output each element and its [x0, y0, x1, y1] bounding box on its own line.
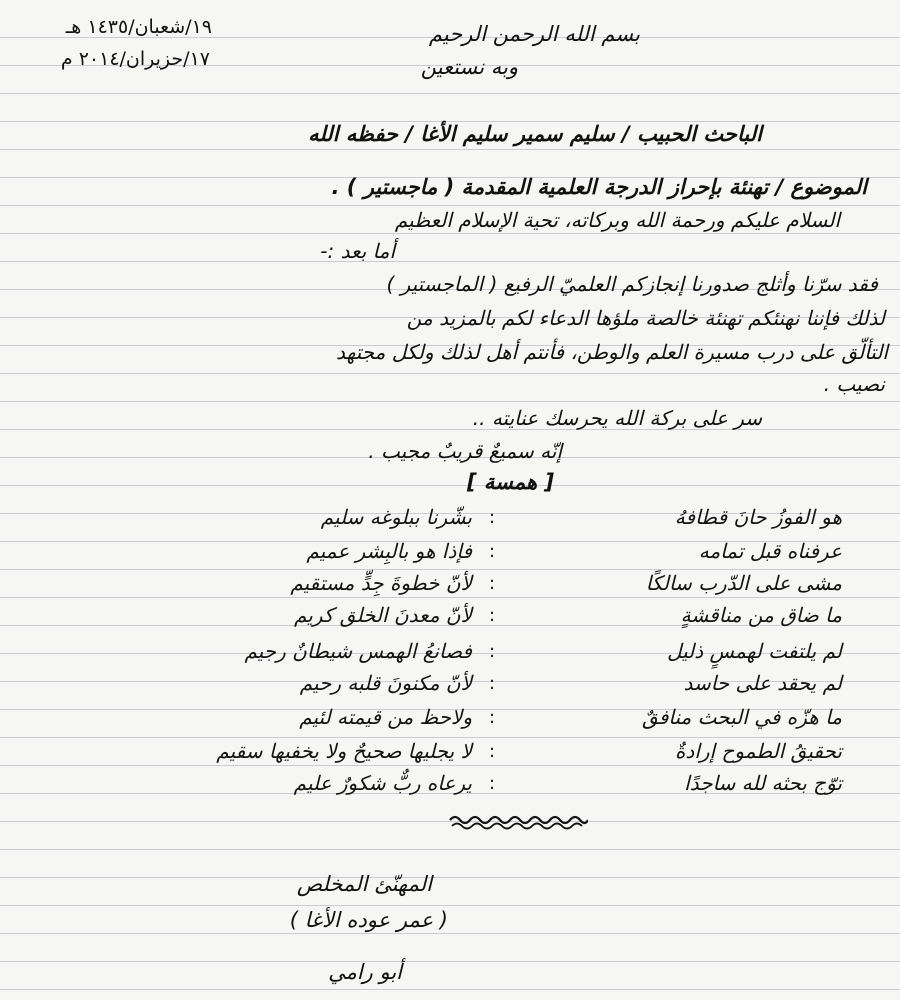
amma-baad: أما بعد :- — [320, 239, 395, 263]
signature-nickname: أبو رامي — [328, 960, 402, 984]
verse-first-hemistich: هو الفوزُ حانَ قطافهُ — [674, 505, 842, 529]
basmala: بسم الله الرحمن الرحيم — [428, 22, 640, 46]
verse-first-hemistich: تحقيقُ الطموح إرادةٌ — [674, 739, 842, 763]
blessing-line-2: إنّه سميعٌ قريبٌ مجيب . — [368, 439, 562, 463]
poem-verse — [22, 600, 842, 630]
verse-second-hemistich: لأنّ معدنَ الخلق كريم — [293, 603, 472, 627]
poem-verse — [22, 768, 842, 798]
poem-verse — [22, 636, 842, 666]
verse-first-hemistich: عرفناه قبل تمامه — [698, 539, 842, 563]
poem-verse — [22, 736, 842, 766]
verse-second-hemistich: يرعاه ربٌّ شكورٌ عليم — [293, 771, 472, 795]
wavy-divider — [448, 812, 588, 830]
poem-verse — [22, 536, 842, 566]
body-line-3: التألّق على درب مسيرة العلم والوطن، فأنتم أهل لذلك ولكل مجتهد — [336, 340, 888, 364]
poem-verse — [22, 568, 842, 598]
greeting-line: السلام عليكم ورحمة الله وبركاته، تحية الإسلام العظيم — [394, 208, 840, 232]
verse-second-hemistich: لأنّ خطوةَ جِدٍّ مستقيم — [290, 571, 472, 595]
verse-first-hemistich: لم يلتفت لهمسٍ ذليل — [666, 639, 842, 663]
date-hijri: ١٩/شعبان/١٤٣٥ هـ — [65, 16, 212, 38]
signature-title: المهنّئ المخلص — [296, 872, 432, 896]
blessing-line-1: سر على بركة الله يحرسك عنايته .. — [472, 406, 762, 430]
verse-separator: : — [488, 572, 496, 594]
signature-name: ( عمر عوده الأغا ) — [289, 908, 448, 932]
istiana: وبه نستعين — [420, 55, 518, 79]
body-line-4: نصيب . — [823, 372, 885, 396]
poem-title: [ همسة ] — [466, 470, 554, 494]
body-line-1: فقد سرّنا وأثلج صدورنا إنجازكم العلميّ الرفيع ( الماجستير ) — [386, 272, 878, 296]
verse-separator: : — [488, 640, 496, 662]
verse-separator: : — [488, 506, 496, 528]
verse-separator: : — [488, 604, 496, 626]
verse-first-hemistich: مشى على الدّرب سالكًا — [645, 571, 842, 595]
verse-separator: : — [488, 540, 496, 562]
addressee-line: الباحث الحبيب / سليم سمير سليم الأغا / حفظه الله — [308, 122, 762, 146]
verse-second-hemistich: فصانعُ الهمس شيطانٌ رجيم — [244, 639, 472, 663]
verse-second-hemistich: فإذا هو بالبِشر عميم — [306, 539, 472, 563]
verse-separator: : — [488, 706, 496, 728]
verse-separator: : — [488, 672, 496, 694]
verse-separator: : — [488, 772, 496, 794]
verse-first-hemistich: ما ضاق من مناقشةٍ — [680, 603, 842, 627]
verse-second-hemistich: لا يجليها صحيحٌ ولا يخفيها سقيم — [216, 739, 472, 763]
poem-verse — [22, 502, 842, 532]
subject-line: الموضوع / تهنئة بإحراز الدرجة العلمية المقدمة ( ماجستير ) . — [331, 175, 867, 199]
verse-second-hemistich: بشّرنا ببلوغه سليم — [320, 505, 472, 529]
verse-second-hemistich: ولاحظ من قيمته لئيم — [299, 705, 472, 729]
body-line-2: لذلك فإننا نهنئكم تهنئة خالصة ملؤها الدعاء لكم بالمزيد من — [406, 306, 885, 330]
verse-first-hemistich: توّج بحثه لله ساجدًا — [684, 771, 842, 795]
verse-first-hemistich: لم يحقد على حاسد — [683, 671, 842, 695]
verse-second-hemistich: لأنّ مكنونَ قلبه رحيم — [299, 671, 472, 695]
poem-verse — [22, 702, 842, 732]
verse-first-hemistich: ما هزّه في البحث منافقٌ — [642, 705, 842, 729]
verse-separator: : — [488, 740, 496, 762]
poem-verse — [22, 668, 842, 698]
date-gregorian: ١٧/حزيران/٢٠١٤ م — [60, 48, 210, 70]
